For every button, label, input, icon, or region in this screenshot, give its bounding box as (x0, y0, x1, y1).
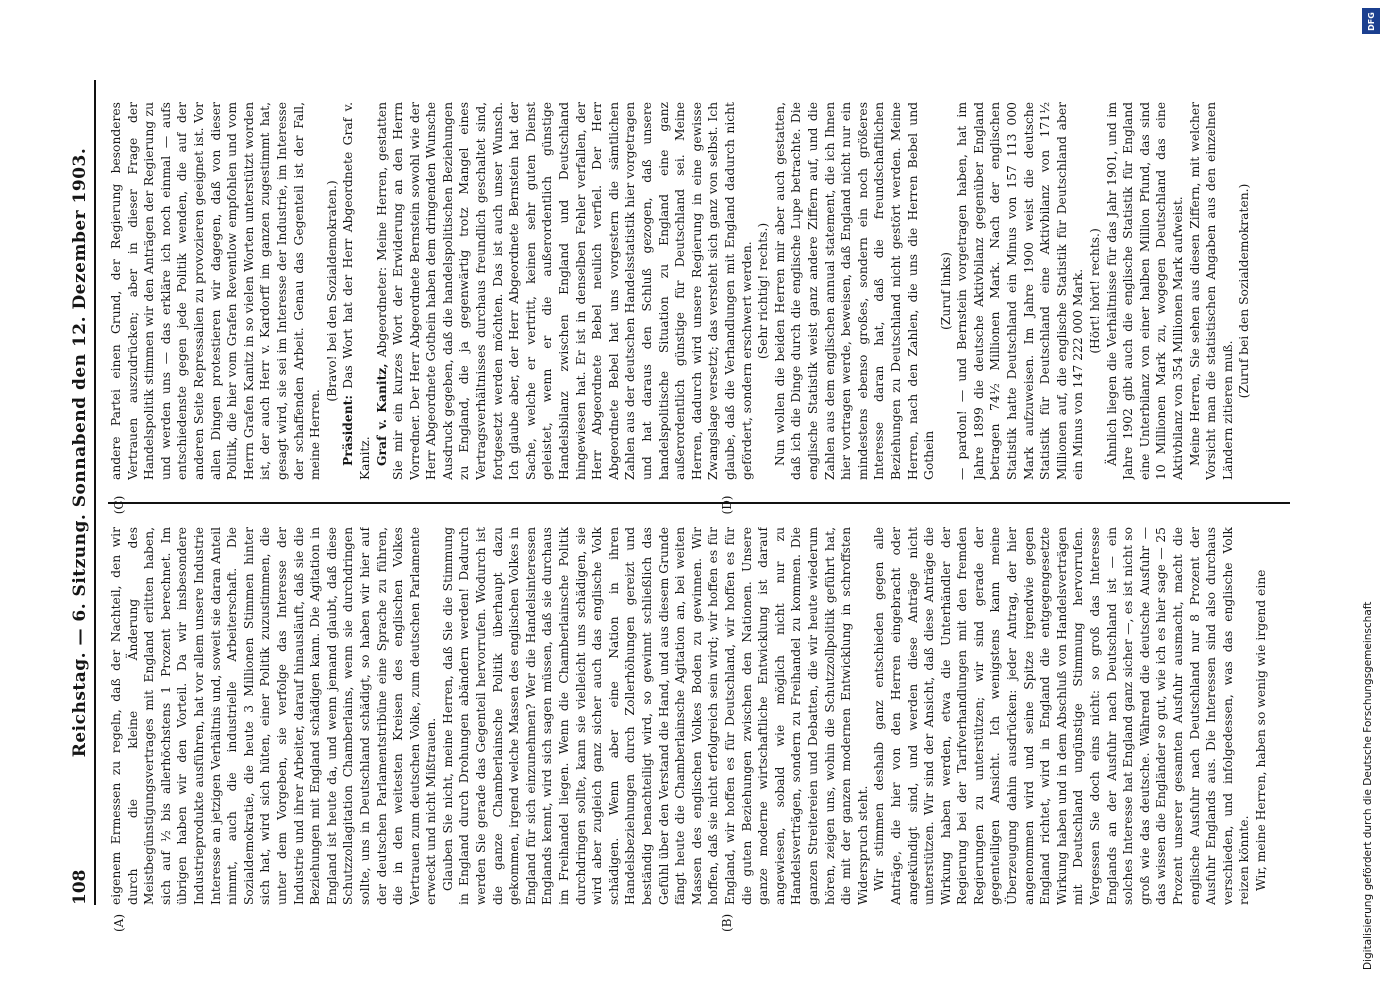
paragraph: — pardon! — und Bernstein vorgetragen haben, hat im Jahre 1899 die deutsche Aktivbilanz gegenüber England betragen 74½ Millionen Mark. Nach der englischen Statistik hatte Deutschland ein Minus von 157 113 000 Mark aufzuweisen. Im Jahre 1900 weist die deutsche Statistik für Deutschland eine Aktivbilanz von 171½ Millionen auf, die englische Statistik für Deutschland aber ein Minus von 147 222 000 Mark. (955, 102, 1086, 480)
paragraph: Meine Herren, Sie sehen aus diesen Ziffern, mit welcher Vorsicht man die statistischen Angaben aus den einzelnen Ländern zitieren muß. (1187, 102, 1235, 480)
running-title: Reichstag. — 6. Sitzung. Sonnabend den 12. Dezember 1903. (70, 147, 90, 758)
president-paragraph (340, 102, 373, 480)
paragraph: eigenem Ermessen zu regeln, daß der Nachteil, den wir durch die kleine Änderung des Meistbegünstigungsvertrages mit England erlitten haben, sich auf ½ bis allerhöchstens 1 Prozent berechnet. Im übrigen haben wir den Vorteil. Da wir insbesondere Industrieprodukte ausführen, hat vor allem unsere Industrie Interesse an jetzigen Verhältnis und, soweit sie daran Anteil nimmt, auch die industrielle Arbeiterschaft. Die Sozialdemokratie, die heute 3 Millionen Stimmen hinter sich hat, wird sich hüten, einer Politik zuzustimmen, die unter dem Vorgeben, sie verfolge das Interesse der Industrie und ihrer Arbeiter, darauf hinausläuft, daß sie die Beziehungen mit England schädigen kann. Die Agitation in England ist heute da, und wenn jemand glaubt, daß diese Schutzzollagitation Chamberlains, wenn sie durchdringen sollte, uns in Deutschland schädigt, so haben wir hier auf der deutschen Parlamentstribüne eine Sprache zu führen, die in den weitesten Kreisen des englischen Volkes Vertrauen zum deutschen Volke, zum deutschen Parlamente erweckt und nicht Mißtrauen. (109, 527, 439, 905)
dfg-logo (1362, 8, 1380, 34)
digitization-stamp (1360, 10, 1382, 995)
paragraph: andere Partei einen Grund, der Regierung besonderes Vertrauen auszudrücken; aber in dieser Frage der Handelspolitik stimmen wir den Anträgen der Regierung zu und werden uns — das erkläre ich noch einmal — aufs entschiedenste gegen jede Politik wenden, die auf der anderen Seite Repressalien zu provozieren geeignet ist. Vor allen Dingen protestieren wir dagegen, daß von dieser Politik, die hier vom Grafen Reventlow empfohlen und vom Herrn Grafen Kanitz in so vielen Worten unterstützt worden ist, der auch Herr v. Kardorff im ganzen zugestimmt hat, gesagt wird, sie sei im Interesse der Industrie, im Interesse der schaffenden Arbeit. Genau das Gegenteil ist der Fall, meine Herren. (109, 102, 323, 480)
paragraph-text: Abgeordneter: Meine Herren, gestatten Sie mir ein kurzes Wort der Erwiderung an den Herrn Vorredner. Der Herr Abgeordnete Bernstein sowohl wie der Herr Abgeordnete Gothein haben dem dringenden Wunsche Ausdruck gegeben, daß die handelspolitischen Beziehungen zu England, die ja gegenwärtig trotz Mangel eines Vertragsverhältnisses durchaus freundlich geschaltet sind, fortgesetzt werden möchten. Das ist auch unser Wunsch. Ich glaube aber, der Herr Abgeordnete Bernstein hat der Sache, welche er vertritt, keinen sehr guten Dienst geleistet, wenn er die außerordentlich günstige Handelsbilanz zwischen England und Deutschland hingewiesen hat. Er ist in denselben Fehler verfallen, der Herr Abgeordnete Bebel neulich verfiel. Der Herr Abgeordnete Bebel hat uns vorgestern die sämtlichen Zahlen aus der deutschen Handelsstatistik hier vorgetragen und hat daraus den Schluß gezogen, daß unsere handelspolitische Situation zu England eine ganz außerordentlich günstige für Deutschland sei. Meine Herren, dadurch wird unsere Regierung in eine gewisse Zwangslage versetzt; das versteht sich ganz von selbst. Ich glaube, daß die Verhandlungen mit England dadurch nicht gefördert, sondern erschwert werden. (374, 102, 754, 480)
margin-mark-b: (B) (720, 913, 734, 932)
column-divider (108, 502, 1290, 504)
paragraph: Wir, meine Herren, haben so wenig wie irgend eine (1253, 569, 1268, 891)
logo-text: DFG (1366, 11, 1376, 31)
kanitz-paragraph (374, 102, 756, 480)
reaction: (Zuruf links) (938, 252, 953, 330)
page-number: 108 (70, 869, 90, 905)
reaction: (Hört! hört! rechts.) (1088, 228, 1103, 354)
speaker-label: Graf v. Kanitz, (373, 363, 389, 466)
margin-mark-d: (D) (720, 495, 734, 515)
speaker-label: Präsident: (340, 395, 356, 466)
reaction: (Bravo! bei den Sozialdemokraten.) (324, 180, 339, 402)
left-column (108, 527, 1310, 905)
reaction: (Sehr richtig! rechts.) (756, 222, 771, 360)
paragraph: Nun wollen die beiden Herren mir aber auch gestatten, daß ich die Dinge durch die englische Lupe betrachte. Die englische Statistik weist ganz andere Ziffern auf, und die Zahlen aus dem englischen annual statement, die ich Ihnen hier vortragen werde, beweisen, daß England nicht nur ein mindestens ebenso großes, sondern ein noch größeres Interesse daran hat, daß die freundschaftlichen Beziehungen zu Deutschland nicht gestört werden. Meine Herren, nach den Zahlen, die uns die Herren Bebel und Gothein (772, 102, 937, 480)
margin-mark-c: (C) (112, 495, 126, 515)
rotated-page (30, 50, 1330, 950)
paragraph: Ähnlich liegen die Verhältnisse für das Jahr 1901, und im Jahre 1902 gibt auch die englische Statistik für England eine Unterbilanz von einer halben Million Pfund, das sind 10 Millionen Mark zu, wogegen Deutschland das eine Aktivbilanz von 354 Millionen Mark aufweist. (1104, 102, 1185, 480)
reaction: (Zuruf bei den Sozialdemokraten.) (1237, 183, 1252, 399)
paragraph: Wir stimmen deshalb ganz entschieden gegen alle Anträge, die hier von den Herren eingebracht oder angekündigt sind, und werden diese Anträge nicht unterstützen. Wir sind der Ansicht, daß diese Anträge die Wirkung haben werden, etwa die Unterhändler der Regierung bei der Tarifverhandlungen mit den fremden Regierungen zu unterstützen; wir sind gerade der gegenteiligen Ansicht. Ich wenigstens kann meine Überzeugung dahin ausdrücken: jeder Antrag, der hier angenommen wird und seine Spitze irgendwie gegen England richtet, wird in England die entgegengesetzte Wirkung haben und in dem Abschluß von Handelsverträgen mit Deutschland ungünstige Stimmung hervorrufen. Vergessen Sie doch eins nicht: so groß das Interesse Englands an der Ausfuhr nach Deutschland ist — ein solches Interesse hat England ganz sicher —, es ist nicht so groß wie das deutsche. Während die deutsche Ausfuhr — das wissen die Engländer so gut, wie ich es hier sage — 25 Prozent unserer gesamten Ausfuhr ausmacht, macht die englische Ausfuhr nach Deutschland nur 8 Prozent der Ausfuhr Englands aus. Die Interessen sind also durchaus verschieden, und infolgedessen, was das englische Volk reizen könnte. (872, 527, 1252, 905)
paragraph: Glauben Sie nicht, meine Herren, daß Sie die Stimmung in England durch Drohungen abändern werden! Dadurch werden Sie gerade das Gegenteil hervorrufen. Wodurch ist die ganze Chamberlainsche Politik überhaupt dazu gekommen, irgend welche Massen des englischen Volkes in England für sich einzunehmen? Wer die Handelsinteressen Englands kennt, wird sich sagen müssen, daß sie durchaus im Freihandel liegen. Wenn die Chamberlainsche Politik durchdringen sollte, kann sie vielleicht uns schädigen, sie wird aber zugleich ganz sicher auch das englische Volk schädigen. Wenn aber eine Nation in ihren Handelsbeziehungen durch Zollerhöhungen gereizt und beständig benachteiligt wird, so gewinnt schließlich das Gefühl über den Verstand die Hand, und aus diesem Grunde fängt heute die Chamberlainsche Agitation an, bei weiten Massen des englischen Volkes Boden zu gewinnen. Wir hoffen, daß sie nicht erfolgreich sein wird; wir hoffen es für England, wir hoffen es für Deutschland, wir hoffen es für die guten Beziehungen zwischen den Nationen. Unsere ganze moderne wirtschaftliche Entwicklung ist darauf angewiesen, sobald wie möglich nicht nur zu Handelsverträgen, sondern zu Freihandel zu kommen. Die ganzen Streitereien und Debatten, die wir heute wiederum hören, zeigen uns, wohin die Schutzzollpolitik geführt hat, die mit der ganzen modernen Entwicklung in schroffsten Widerspruch steht. (440, 527, 870, 905)
right-column (108, 102, 1310, 480)
stamp-text: Digitalisierung gefördert durch die Deutsche Forschungsgemeinschaft (1362, 601, 1374, 970)
page-header (60, 80, 96, 905)
margin-mark-a: (A) (112, 913, 126, 932)
paragraph-text: Das Wort hat der Herr Abgeordnete Graf v. Kanitz. (341, 102, 372, 480)
